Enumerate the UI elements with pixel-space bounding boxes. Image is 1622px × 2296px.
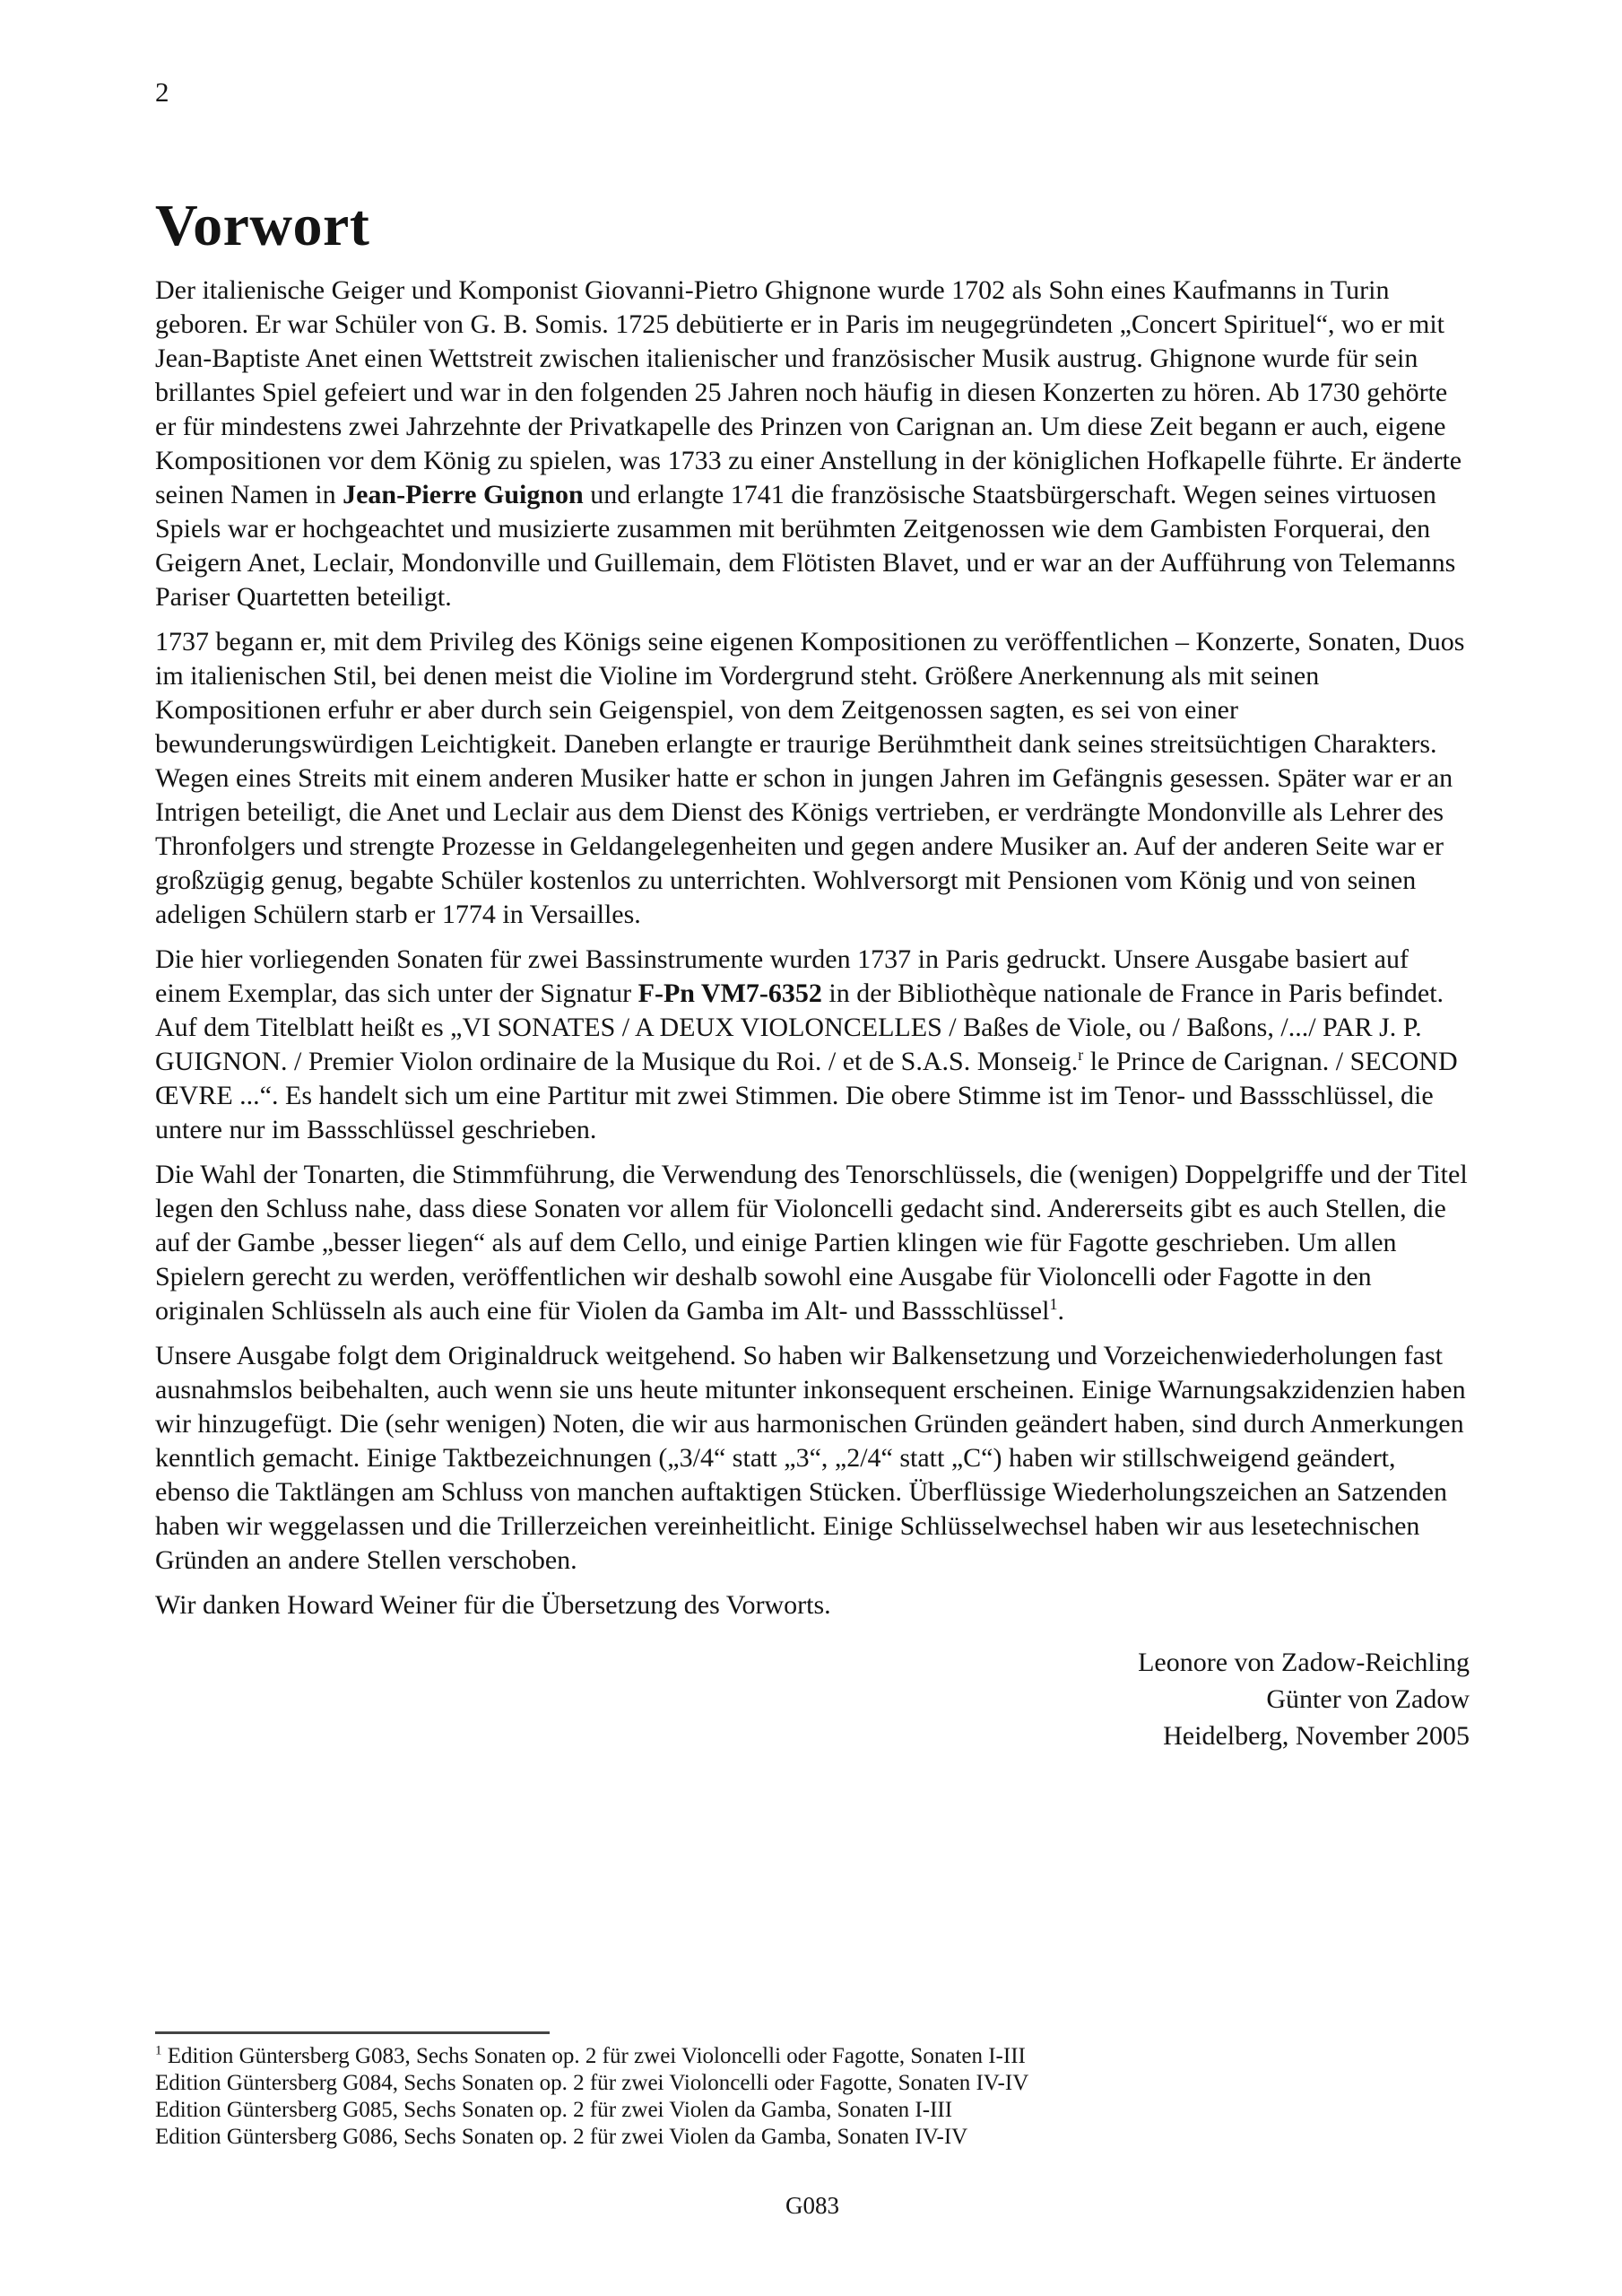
body-text [155,274,1470,1633]
page-title: Vorwort [155,193,370,258]
signature-line-2: Günter von Zadow [1266,1683,1470,1714]
footnote-line-1: $^1$ Edition Güntersberg G083, Sechs Sonaten op. 2 für zwei Violoncelli oder Fagotte, Sonaten I-III [155,2043,1026,2068]
signature-block [155,1644,1470,1754]
page-footer-catalog-number: G083 [785,2192,839,2219]
page-number: 2 [155,76,169,108]
footnote-line-3: Edition Güntersberg G085, Sechs Sonaten op. 2 für zwei Violen da Gamba, Sonaten I-III [155,2098,953,2122]
footnote-block [155,2031,1470,2151]
paragraph-editorial-notes: Unsere Ausgabe folgt dem Originaldruck weitgehend. So haben wir Balkensetzung und Vorzeichenwiederholungen fast ausnahmslos beibehalten, auch wenn sie uns heute mitunter inkonsequent erscheinen. Einige Warnungsakzidenzien haben wir hinzugefügt. Die (sehr wenigen) Noten, die wir aus harmonischen Gründen geändert haben, sind durch Anmerkungen kenntlich gemacht. Einige Taktbezeichnungen („3/4“ statt „3“, „2/4“ statt „C“) haben wir stillschweigend geändert, ebenso die Taktlängen am Schluss von manchen auftaktigen Stücken. Überflüssige Wiederholungszeichen an Satzenden haben wir weggelassen und die Trillerzeichen vereinheitlicht. Einige Schlüsselwechsel haben wir aus lesetechnischen Gründen an andere Stellen verschoben. [155,1340,1466,1575]
footnote-line-4: Edition Güntersberg G086, Sechs Sonaten op. 2 für zwei Violen da Gamba, Sonaten IV-IV [155,2125,968,2149]
paragraph-instrumentation: Die Wahl der Tonarten, die Stimmführung, die Verwendung des Tenorschlüssels, die (wenigen) Doppelgriffe und der Titel legen den Schluss nahe, dass diese Sonaten vor allem für Violoncelli gedacht sind. Andererseits gibt es auch Stellen, die auf der Gambe „besser liegen“ als auf dem Cello, und einige Partien klingen wie für Fagotte geschrieben. Um allen Spielern gerecht zu werden, veröffentlichen wir deshalb sowohl eine Ausgabe für Violoncelli oder Fagotte in den originalen Schlüsseln als auch eine für Violen da Gamba im Alt- und Bassschlüssel$^1$. [155,1159,1468,1326]
paragraph-acknowledgement: Wir danken Howard Weiner für die Übersetzung des Vorworts. [155,1589,831,1620]
paragraph-biography: Der italienische Geiger und Komponist Giovanni-Pietro Ghignone wurde 1702 als Sohn eines Kaufmanns in Turin geboren. Er war Schüler von G. B. Somis. 1725 debütierte er in Paris im neugegründeten „Concert Spirituel“, wo er mit Jean-Baptiste Anet einen Wettstreit zwischen italienischer und französischer Musik austrug. Ghignone wurde für sein brillantes Spiel gefeiert und war in den folgenden 25 Jahren noch häufig in diesen Konzerten zu hören. Ab 1730 gehörte er für mindestens zwei Jahrzehnte der Privatkapelle des Prinzen von Carignan an. Um diese Zeit begann er auch, eigene Kompositionen vor dem König zu spielen, was 1733 zu einer Anstellung in der königlichen Hofkapelle führte. Er änderte seinen Namen in Jean-Pierre Guignon und erlangte 1741 die französische Staatsbürgerschaft. Wegen seines virtuosen Spiels war er hochgeachtet und musizierte zusammen mit berühmten Zeitgenossen wie dem Gambisten Forquerai, den Geigern Anet, Leclair, Mondonville und Guillemain, dem Flötisten Blavet, und er war an der Aufführung von Telemanns Pariser Quartetten beteiligt. [155,274,1462,612]
paragraph-source: Die hier vorliegenden Sonaten für zwei Bassinstrumente wurden 1737 in Paris gedruckt. Unsere Ausgabe basiert auf einem Exemplar, das sich unter der Signatur F-Pn VM7-6352 in der Bibliothèque nationale de France in Paris befindet. Auf dem Titelblatt heißt es „VI SONATES / A DEUX VIOLONCELLES / Baßes de Viole, ou / Baßons, /.../ PAR J. P. GUIGNON. / Premier Violon ordinaire de la Musique du Roi. / et de S.A.S. Monseig.$^r$ le Prince de Carignan. / SECOND ŒVRE ...“. Es handelt sich um eine Partitur mit zwei Stimmen. Die obere Stimme ist im Tenor- und Bassschlüssel, die untere nur im Bassschlüssel geschrieben. [155,944,1458,1144]
signature-line-1: Leonore von Zadow-Reichling [1138,1647,1470,1677]
footnote-line-2: Edition Güntersberg G084, Sechs Sonaten op. 2 für zwei Violoncelli oder Fagotte, Sonaten IV-IV [155,2071,1029,2095]
footnote-separator-rule [155,2031,550,2034]
signature-line-3: Heidelberg, November 2005 [1163,1720,1470,1751]
paragraph-compositions: 1737 begann er, mit dem Privileg des Königs seine eigenen Kompositionen zu veröffentlichen – Konzerte, Sonaten, Duos im italienischen Stil, bei denen meist die Violine im Vordergrund steht. Größere Anerkennung als mit seinen Kompositionen erfuhr er aber durch sein Geigenspiel, von dem Zeitgenossen sagten, es sei von einer bewunderungswürdigen Leichtigkeit. Daneben erlangte er traurige Berühmtheit dank seines streitsüchtigen Charakters. Wegen eines Streits mit einem anderen Musiker hatte er schon in jungen Jahren im Gefängnis gesessen. Später war er an Intrigen beteiligt, die Anet und Leclair aus dem Dienst des Königs vertrieben, er verdrängte Mondonville als Lehrer des Thronfolgers und strengte Prozesse in Geldangelegenheiten und gegen andere Musiker an. Auf der anderen Seite war er großzügig genug, begabte Schüler kostenlos zu unterrichten. Wohlversorgt mit Pensionen vom König und von seinen adeligen Schülern starb er 1774 in Versailles. [155,626,1465,929]
